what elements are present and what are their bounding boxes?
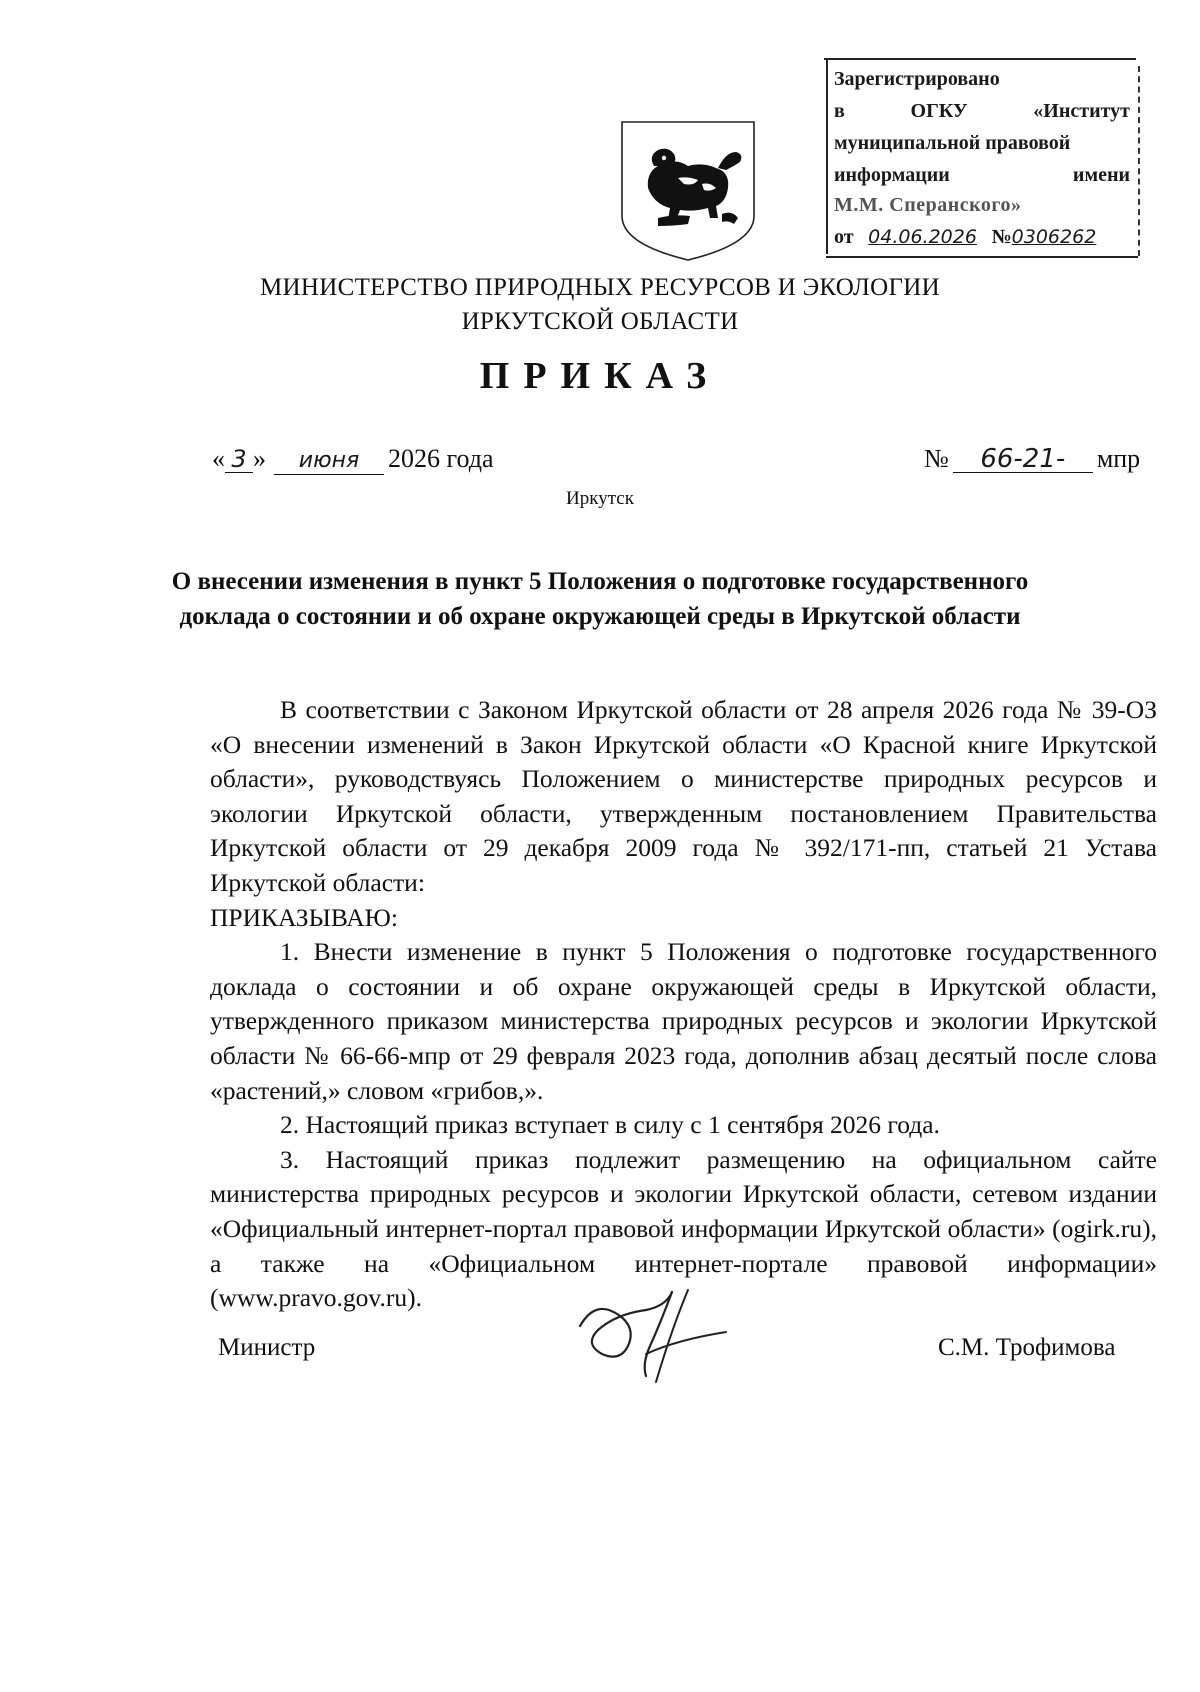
- order-number-prefix: №: [924, 444, 949, 473]
- stamp-border: [826, 58, 828, 254]
- stamp-date-prefix: от: [834, 226, 854, 248]
- stamp-line-information: [834, 160, 1130, 190]
- stamp-line-speransky: М.М. Сперанского»: [834, 194, 1022, 216]
- coat-of-arms-icon: [618, 118, 758, 264]
- stamp-border: [824, 58, 1136, 60]
- quote-open: «: [212, 444, 225, 473]
- quote-close: »: [253, 444, 266, 473]
- stamp-line-date-number: [834, 222, 1130, 252]
- order-word: ПРИКАЗЫВАЮ:: [210, 902, 398, 932]
- order-month: июня: [274, 448, 384, 475]
- stamp-text: «Институт: [1033, 100, 1130, 122]
- ministry-name-line2: ИРКУТСКОЙ ОБЛАСТИ: [461, 308, 739, 335]
- signatory-role: Министр: [218, 1334, 316, 1361]
- handwritten-signature: [576, 1284, 736, 1394]
- registration-stamp: [826, 62, 1136, 262]
- document-type-title: ПРИКАЗ: [479, 355, 721, 397]
- stamp-line-institute: [834, 96, 1130, 126]
- stamp-line-municipal: муниципальной правовой: [834, 132, 1071, 154]
- stamp-border: [826, 256, 1138, 258]
- stamp-text: ОГКУ: [910, 100, 968, 122]
- order-item-2: 2. Настоящий приказ вступает в силу с 1 сентября 2026 года.: [280, 1110, 940, 1140]
- city-name: Иркутск: [566, 488, 634, 509]
- order-number-suffix: мпр: [1096, 444, 1141, 473]
- stamp-text: в: [834, 100, 845, 122]
- preamble-paragraph: В соответствии с Законом Иркутской области от 28 апреля 2026 года № 39-ОЗ «О внесении изменений в Закон Иркутской области «О Красной книге Иркутской области», руководствуясь Положением о министерстве природных ресурсов и экологии Иркутской области, утвержденным постановлением Правительства Иркутской области от 29 декабря 2009 года № 392/171-пп, статьей 21 Устава Иркутской области:: [210, 695, 1157, 897]
- stamp-date-value: 04.06.2026: [868, 226, 977, 248]
- order-number: [924, 444, 1140, 474]
- order-day: 3: [225, 446, 253, 473]
- order-year: 2026 года: [388, 444, 494, 473]
- order-subject: О внесении изменения в пункт 5 Положения о подготовке государственного доклада о состоянии и об охране окружающей среды в Иркутской области: [171, 568, 1029, 630]
- stamp-text: информации: [834, 164, 950, 186]
- stamp-number-value: 0306262: [1011, 226, 1097, 248]
- ministry-name-line1: МИНИСТЕРСТВО ПРИРОДНЫХ РЕСУРСОВ И ЭКОЛОГИИ: [260, 274, 940, 301]
- stamp-line-registered: Зарегистрировано: [834, 68, 1000, 90]
- order-body: [210, 693, 1157, 1316]
- stamp-number-prefix: №: [991, 226, 1012, 248]
- order-date: [212, 444, 494, 475]
- order-number-value: 66-21-: [953, 446, 1093, 473]
- signatory-name: С.М. Трофимова: [938, 1334, 1116, 1361]
- stamp-text: имени: [1072, 164, 1130, 186]
- order-item-3: 3. Настоящий приказ подлежит размещению на официальном сайте министерства природных ресурсов и экологии Иркутской области, сетевом издании «Официальный интернет-портал правовой информации Иркутской области» (ogirk.ru), а также на «Официальном интернет-портале правовой информации» (www.pravo.gov.ru).: [210, 1144, 1157, 1313]
- order-item-1: 1. Внести изменение в пункт 5 Положения о подготовке государственного доклада о состоянии и об охране окружающей среды в Иркутской области, утвержденного приказом министерства природных ресурсов и экологии Иркутской области № 66-66-мпр от 29 февраля 2023 года, дополнив абзац десятый после слова «растений,» словом «грибов,».: [210, 937, 1157, 1105]
- stamp-border: [1138, 66, 1140, 256]
